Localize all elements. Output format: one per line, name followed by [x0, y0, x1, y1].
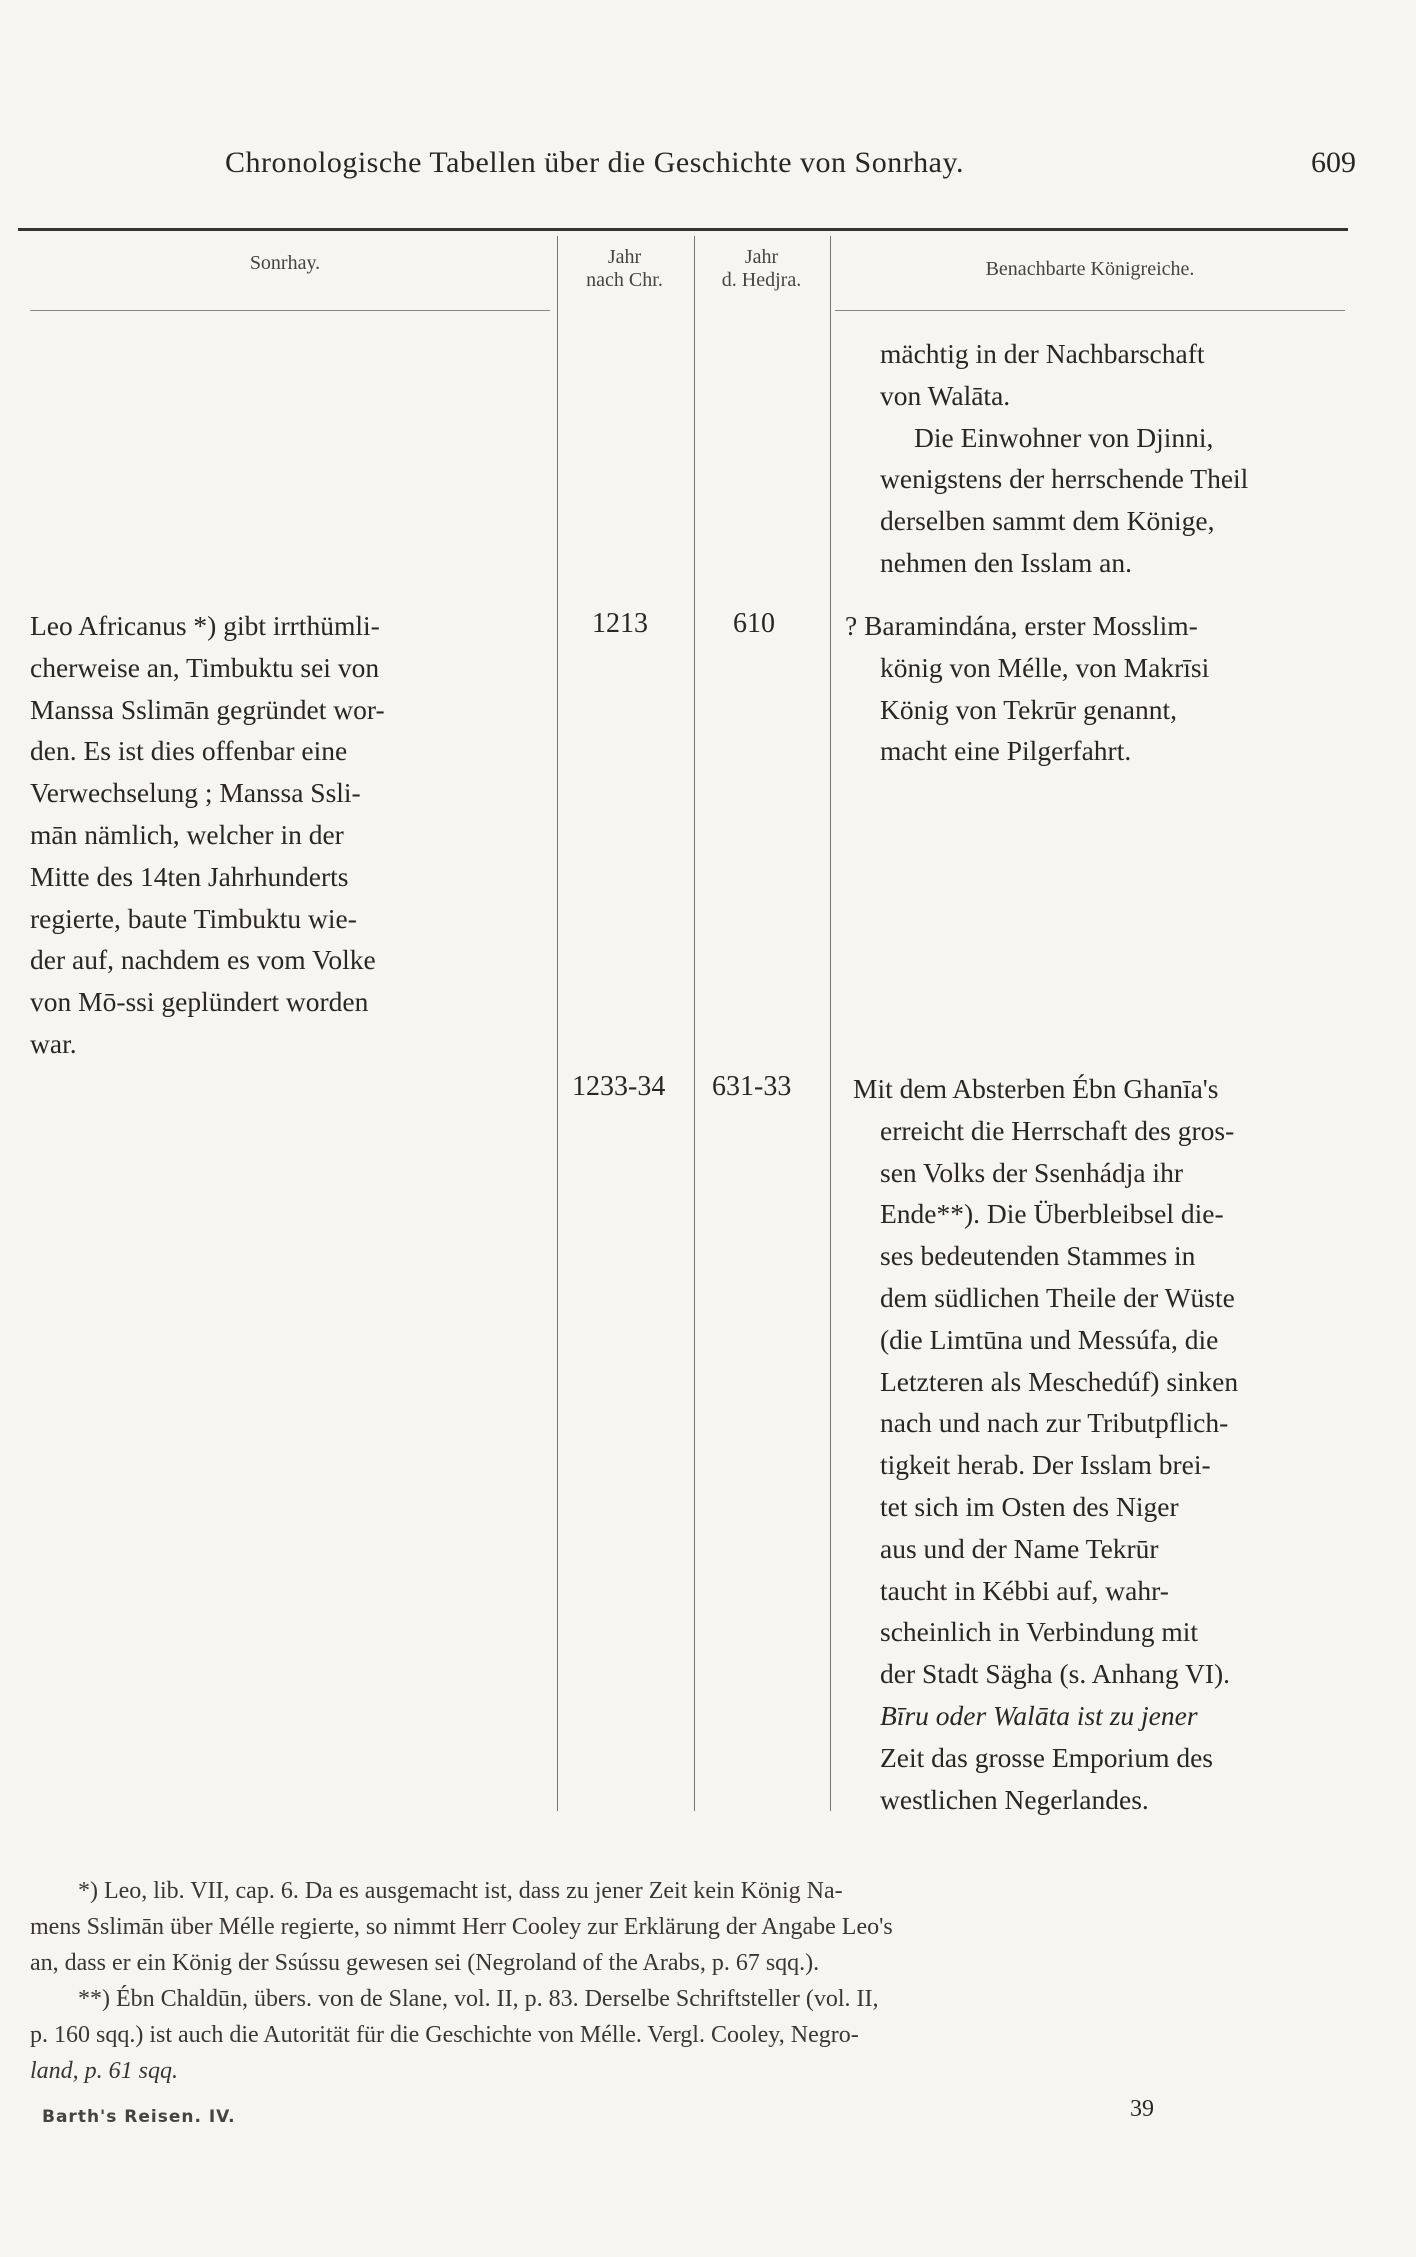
text-line: derselben sammt dem Könige, [880, 505, 1215, 537]
text-line: scheinlich in Verbindung mit [880, 1616, 1198, 1648]
column-header-year-chr-line1: Jahr [607, 246, 642, 268]
text-line: aus und der Name Tekrūr [880, 1532, 1159, 1564]
text-line: westlichen Negerlandes. [880, 1783, 1149, 1815]
text-line: regierte, baute Timbuktu wie- [30, 902, 357, 934]
sheet-number: 39 [1130, 2096, 1154, 2122]
text-line: von Walāta. [880, 379, 1011, 411]
row-3-year-hedjra: 631-33 [712, 1071, 792, 1102]
footnote-line: **) Ébn Chaldūn, übers. von de Slane, vol. II, p. 83. Derselbe Schriftsteller (vol. II, [78, 1986, 879, 2012]
text-line: nach und nach zur Tributpflich- [880, 1407, 1229, 1439]
row-2-sonrhay [30, 605, 542, 1065]
text-line: Die Einwohner von Djinni, [914, 421, 1214, 453]
text-line: mān nämlich, welcher in der [30, 818, 344, 850]
text-line: wenigstens der herrschende Theil [880, 463, 1249, 495]
column-header-year-hedjra-line1: Jahr [744, 246, 779, 268]
text-line: Manssa Sslimān gegründet wor- [30, 693, 385, 725]
text-line: Mitte des 14ten Jahrhunderts [30, 860, 349, 892]
text-line: könig von Mélle, von Makrīsi [880, 651, 1210, 683]
text-line: Mit dem Absterben Ébn Ghanīa's [853, 1073, 1219, 1104]
text-line: ses bedeutenden Stammes in [880, 1240, 1196, 1272]
column-header-year-hedjra [694, 246, 829, 292]
header-rule [18, 228, 1348, 231]
text-line: von Mō-ssi geplündert worden [30, 986, 369, 1018]
footnote-line: land, p. 61 sqq. [30, 2058, 179, 2084]
text-line: Leo Africanus *) gibt irrthümli- [30, 610, 380, 641]
text-line: Ende**). Die Überbleibsel die- [880, 1198, 1224, 1230]
text-line: Verwechselung ; Manssa Ssli- [30, 777, 361, 809]
running-title: Chronologische Tabellen über die Geschichte von Sonrhay. [225, 146, 965, 179]
text-line: nehmen den Isslam an. [880, 546, 1133, 578]
text-line: Zeit das grosse Emporium des [880, 1741, 1213, 1773]
column-divider-3 [830, 236, 831, 1811]
column-divider-1 [557, 236, 558, 1811]
text-line: der Stadt Sägha (s. Anhang VI). [880, 1658, 1231, 1690]
text-line: cherweise an, Timbuktu sei von [30, 651, 380, 683]
footnote-line: an, dass er ein König der Ssússu gewesen sei (Negroland of the Arabs, p. 67 sqq.). [30, 1950, 820, 1976]
column-divider-2 [694, 236, 695, 1811]
text-line: macht eine Pilgerfahrt. [880, 735, 1132, 767]
text-line: sen Volks der Ssenhádja ihr [880, 1156, 1183, 1188]
footnote-line: p. 160 sqq.) ist auch die Autorität für die Geschichte von Mélle. Vergl. Cooley, Negro- [30, 2022, 859, 2048]
footnote-line: mens Sslimān über Mélle regierte, so nimmt Herr Cooley zur Erklärung der Angabe Leo's [30, 1914, 893, 1940]
row-2-year-hedjra: 610 [733, 608, 775, 639]
column-header-year-chr-line2: nach Chr. [586, 269, 663, 291]
text-line: den. Es ist dies offenbar eine [30, 735, 348, 767]
header-underline-neighbors [835, 310, 1345, 311]
text-line: König von Tekrūr genannt, [880, 693, 1177, 725]
footnote-line: *) Leo, lib. VII, cap. 6. Da es ausgemacht ist, dass zu jener Zeit kein König Na- [78, 1878, 843, 1904]
text-line: Letzteren als Meschedúf) sinken [880, 1365, 1239, 1397]
page-number: 609 [1311, 146, 1356, 179]
footnotes [30, 1873, 1350, 2089]
column-header-neighbors-text: Benachbarte Königreiche. [985, 258, 1195, 280]
text-line: ? Baramindána, erster Mosslim- [845, 610, 1198, 641]
column-header-year-hedjra-line2: d. Hedjra. [721, 269, 802, 291]
column-header-neighbors [835, 258, 1345, 281]
text-line: tet sich im Osten des Niger [880, 1490, 1179, 1522]
text-line: war. [30, 1027, 77, 1059]
text-line: mächtig in der Nachbarschaft [880, 338, 1205, 369]
text-line: erreicht die Herrschaft des gros- [880, 1114, 1235, 1146]
column-header-year-chr [557, 246, 692, 292]
row-3-year-chr: 1233-34 [572, 1071, 666, 1102]
printer-signature: Barth's Reisen. IV. [42, 2107, 236, 2127]
header-underline-sonrhay [30, 310, 550, 311]
column-header-sonrhay-text: Sonrhay. [249, 252, 321, 274]
row-3-neighbors [853, 1068, 1358, 1820]
text-line: Bīru oder Walāta ist zu jener [880, 1699, 1198, 1731]
text-line: tigkeit herab. Der Isslam brei- [880, 1449, 1211, 1481]
text-line: dem südlichen Theile der Wüste [880, 1281, 1235, 1313]
text-line: der auf, nachdem es vom Volke [30, 944, 376, 976]
row-1-neighbors [880, 333, 1358, 584]
row-2-year-chr: 1213 [592, 608, 648, 639]
row-2-neighbors [845, 605, 1358, 772]
column-header-sonrhay [20, 252, 550, 275]
text-line: (die Limtūna und Messúfa, die [880, 1323, 1219, 1355]
text-line: taucht in Kébbi auf, wahr- [880, 1574, 1169, 1606]
